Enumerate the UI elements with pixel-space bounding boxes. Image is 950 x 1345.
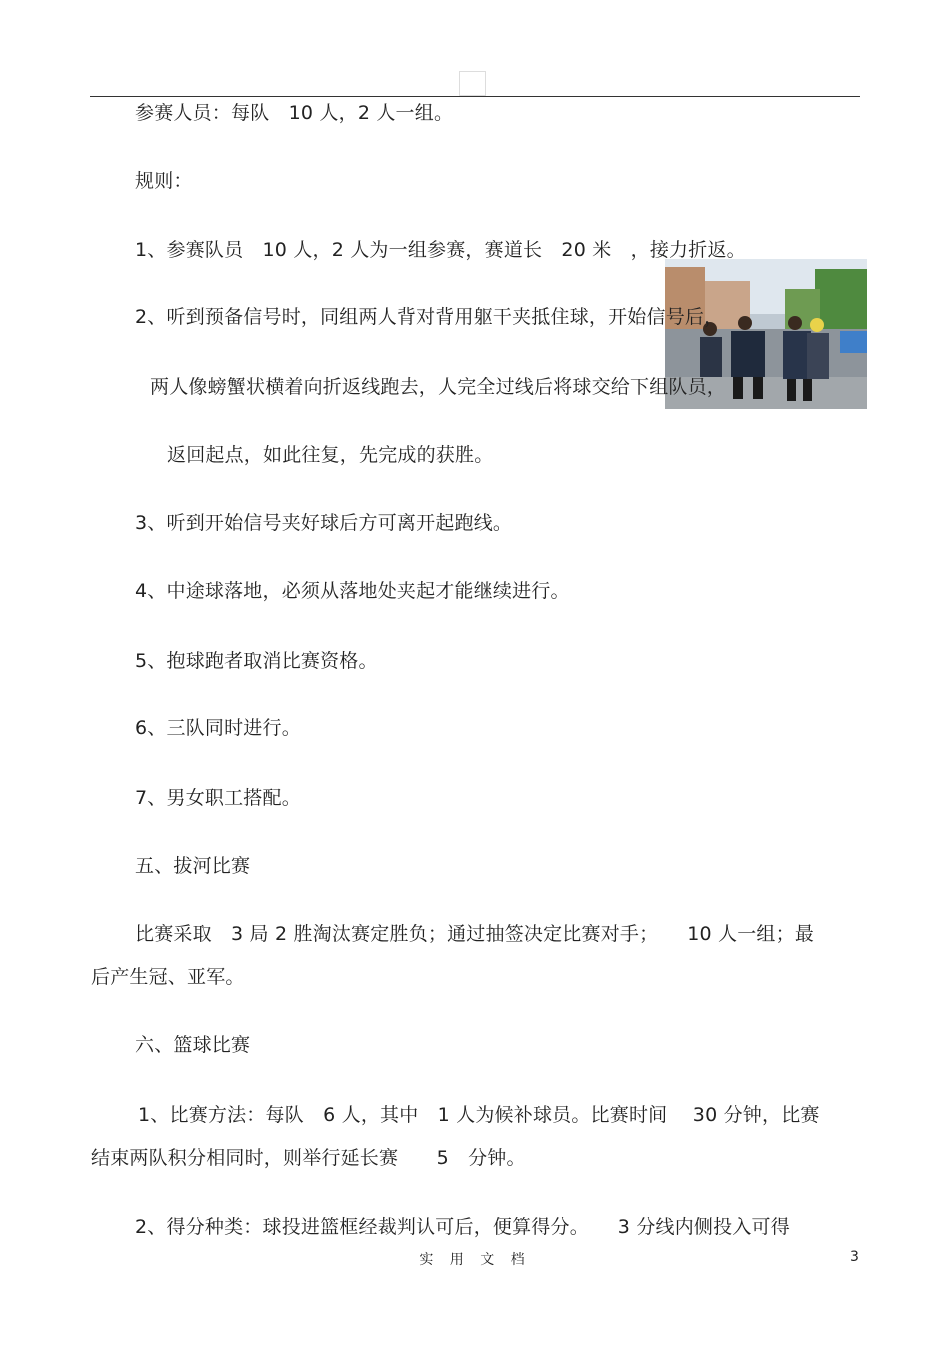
text-line: 2、得分种类：球投进篮框经裁判认可后，便算得分。 3 分线内侧投入可得: [135, 1216, 790, 1238]
text-line: 5、抱球跑者取消比赛资格。: [135, 650, 378, 672]
section-heading: 五、拔河比赛: [135, 855, 251, 877]
header-mark: [459, 71, 486, 96]
text-line: 3、听到开始信号夹好球后方可离开起跑线。: [135, 512, 513, 534]
section-heading: 六、篮球比赛: [135, 1034, 251, 1056]
text-line: 6、三队同时进行。: [135, 717, 301, 739]
text-line: 后产生冠、亚军。: [91, 966, 245, 988]
text-line: 4、中途球落地，必须从落地处夹起才能继续进行。: [135, 580, 570, 602]
text-line: 1、参赛队员 10 人，2 人为一组参赛，赛道长 20 米 ，接力折返。: [135, 239, 746, 261]
text-line: 两人像螃蟹状横着向折返线跑去，人完全过线后将球交给下组队员，: [150, 376, 727, 398]
text-line: 7、男女职工搭配。: [135, 787, 301, 809]
page-number: 3: [850, 1249, 859, 1265]
header-rule: [90, 96, 860, 97]
text-line: 比赛采取 3 局 2 胜淘汰赛定胜负；通过抽签决定比赛对手； 10 人一组；最: [135, 923, 815, 945]
text-line: 返回起点，如此往复，先完成的获胜。: [167, 444, 494, 466]
footer-label: 实 用 文 档: [419, 1252, 531, 1268]
text-line: 2、听到预备信号时，同组两人背对背用躯干夹抵住球，开始信号后，: [135, 306, 724, 328]
text-line: 参赛人员：每队 10 人，2 人一组。: [135, 102, 454, 124]
text-line: 结束两队积分相同时，则举行延长赛 5 分钟。: [91, 1147, 526, 1169]
text-line: 1、比赛方法：每队 6 人，其中 1 人为候补球员。比赛时间 30 分钟，比赛: [138, 1104, 820, 1126]
text-line: 规则：: [135, 170, 193, 192]
